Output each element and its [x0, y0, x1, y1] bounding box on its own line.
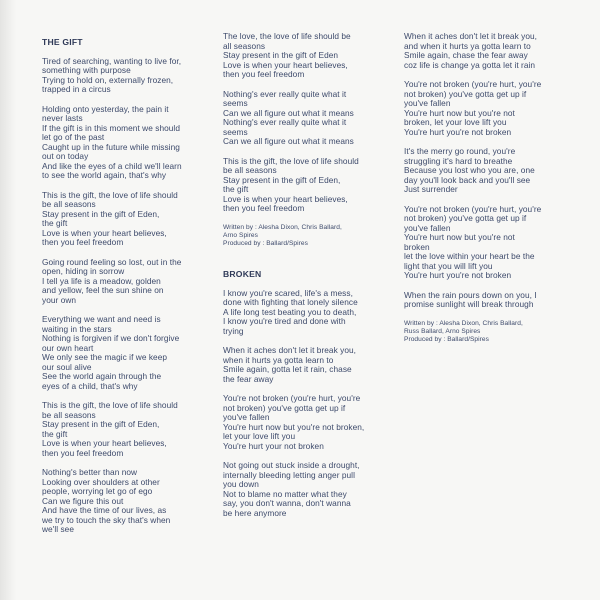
lyric-line: then you feel freedom — [42, 237, 124, 247]
lyric-line: I know you're tired and done with — [223, 316, 346, 327]
lyric-line: not broken) you've gotta get up if — [404, 88, 527, 99]
lyric-line: we try to touch the sky that's when — [42, 514, 171, 525]
lyric-line: Caught up in the future while missing — [42, 141, 180, 152]
lyric-line: Love is when your heart believes, — [223, 59, 348, 70]
lyric-line: Smile again, chase the fear away — [404, 50, 528, 60]
lyric-line: eyes of a child, that's why — [42, 380, 138, 391]
lyric-line: you've fallen — [404, 222, 451, 233]
lyric-line: It's the merry go round, you're — [404, 146, 516, 156]
lyric-line: You're not broken (you're hurt, you're — [404, 79, 542, 89]
page-binding-shadow — [0, 0, 16, 600]
lyric-line: You're hurt you're not broken — [404, 126, 512, 137]
the-gift-stanzas-continued — [223, 32, 364, 214]
lyric-line: open, hiding in sorrow — [42, 266, 125, 276]
lyric-line: We only see the magic if we keep — [42, 352, 168, 362]
lyric-line: Going round feeling so lost, out in the — [42, 256, 182, 267]
lyric-line: light that you will lift you — [404, 260, 493, 271]
lyric-line: to see the world again, that's why — [42, 170, 167, 180]
lyric-line: when it hurts ya gotta learn to — [223, 354, 334, 365]
credit-line: Produced by : Ballard/Spires — [404, 336, 489, 344]
lyrics-column-3 — [404, 32, 541, 366]
lyric-line: you down — [223, 479, 259, 490]
broken-credits — [404, 320, 541, 345]
broken-stanza — [404, 291, 541, 310]
lyric-line: When it aches don't let it break you, — [404, 31, 538, 41]
credit-line: Written by : Alesha Dixon, Chris Ballard, — [404, 319, 523, 327]
lyric-line: something with purpose — [42, 65, 131, 75]
the-gift-stanza — [223, 90, 364, 147]
lyric-line: seems — [223, 126, 248, 137]
lyric-line: not broken) you've gotta get up if — [404, 213, 527, 223]
the-gift-stanza — [42, 191, 182, 248]
lyric-line: The love, the love of life should be — [223, 31, 351, 41]
lyric-line: You're not broken (you're hurt, you're — [223, 393, 361, 404]
lyric-line: be all seasons — [223, 165, 277, 175]
broken-stanza — [223, 346, 364, 384]
lyrics-column-1 — [42, 30, 182, 545]
lyric-line: This is the gift, the love of life should — [42, 189, 178, 200]
lyric-line: And like the eyes of a child we'll learn — [42, 160, 182, 171]
lyric-line: promise sunlight will break through — [404, 299, 534, 309]
lyric-line: Stay present in the gift of Eden, — [223, 174, 341, 185]
lyric-line: our own heart — [42, 342, 94, 353]
lyric-line: Stay present in the gift of Eden, — [42, 419, 160, 429]
song-title-broken: BROKEN — [223, 269, 262, 280]
credit-line: Produced by : Ballard/Spires — [223, 240, 308, 248]
lyric-line: And have the time of our lives, as — [42, 505, 167, 515]
lyric-line: coz life is change ya gotta let it rain — [404, 59, 536, 70]
broken-stanza — [223, 461, 364, 518]
lyric-line: Can we figure this out — [42, 495, 124, 506]
lyric-line: never lasts — [42, 113, 83, 123]
lyric-line: be all seasons — [42, 409, 96, 420]
lyric-line: then you feel freedom — [223, 69, 305, 79]
lyric-line: You're hurt you're not broken — [404, 270, 512, 280]
lyric-line: Love is when your heart believes, — [42, 227, 167, 238]
lyric-line: let go of the past — [42, 132, 105, 142]
lyric-line: Love is when your heart believes, — [42, 438, 167, 448]
broken-stanza — [223, 394, 364, 451]
lyric-line: You're hurt now but you're not broken, — [223, 421, 365, 432]
lyric-line: Just surrender — [404, 184, 458, 194]
lyric-line: Stay present in the gift of Eden — [223, 50, 339, 60]
lyric-line: Not going out stuck inside a drought, — [223, 460, 360, 471]
lyric-line: trapped in a circus — [42, 84, 111, 94]
broken-stanza — [404, 147, 541, 195]
lyric-line: the gift — [42, 428, 68, 439]
lyric-line: Tired of searching, wanting to live for, — [42, 55, 182, 66]
lyric-line: and yellow, feel the sun shine on — [42, 285, 164, 295]
broken-stanza — [223, 289, 364, 337]
lyric-line: broken, let your love lift you — [404, 117, 507, 127]
lyric-line: This is the gift, the love of life should — [42, 400, 178, 410]
lyric-line: Everything we want and need is — [42, 314, 161, 324]
lyric-line: struggling it's hard to breathe — [404, 155, 513, 166]
the-gift-stanza — [223, 157, 364, 214]
lyric-line: and when it hurts ya gotta learn to — [404, 40, 531, 51]
lyric-line: You're hurt now but you're not — [404, 232, 515, 242]
lyric-line: then you feel freedom — [42, 447, 124, 458]
the-gift-credits — [223, 224, 364, 249]
lyric-line: I tell ya life is a meadow, golden — [42, 275, 161, 286]
lyrics-column-2 — [223, 32, 364, 528]
broken-stanzas-continued — [404, 32, 541, 310]
the-gift-stanza — [42, 315, 182, 391]
lyric-line: This is the gift, the love of life should — [223, 155, 359, 166]
broken-stanza — [404, 80, 541, 137]
broken-stanza — [404, 205, 541, 281]
lyric-line: Because you lost who you are, one — [404, 165, 535, 175]
lyric-line: your own — [42, 294, 77, 305]
credit-line: Arno Spires — [223, 231, 258, 239]
lyric-line: be here anymore — [223, 507, 287, 518]
lyric-line: Can we all figure out what it means — [223, 136, 354, 146]
lyric-line: the fear away — [223, 373, 274, 384]
lyric-line: the gift — [42, 218, 68, 228]
lyric-line: done with fighting that lonely silence — [223, 297, 358, 308]
lyric-line: trying — [223, 325, 244, 336]
lyric-line: You're not broken (you're hurt, you're — [404, 203, 542, 214]
lyric-line: let the love within your heart be the — [404, 251, 535, 261]
lyric-line: Nothing's ever really quite what it — [223, 88, 347, 99]
lyric-line: Not to blame no matter what they — [223, 488, 347, 499]
lyric-line: say, you don't wanna, don't wanna — [223, 498, 351, 509]
lyric-line: be all seasons — [42, 199, 96, 209]
lyric-line: our soul alive — [42, 361, 92, 372]
lyric-line: broken — [404, 241, 430, 252]
lyric-line: Holding onto yesterday, the pain it — [42, 103, 169, 114]
lyric-line: you've fallen — [404, 98, 451, 108]
broken-stanzas — [223, 289, 364, 519]
lyric-line: day you'll look back and you'll see — [404, 174, 531, 185]
lyric-line: people, worrying let go of ego — [42, 486, 153, 496]
lyric-line: See the world again through the — [42, 371, 162, 381]
lyric-line: Can we all figure out what it means — [223, 107, 354, 118]
lyric-line: Love is when your heart believes, — [223, 193, 348, 204]
lyric-line: not broken) you've gotta get up if — [223, 402, 346, 413]
credit-line: Russ Ballard, Arno Spires — [404, 327, 481, 335]
the-gift-stanza — [223, 32, 364, 80]
lyric-line: When it aches don't let it break you, — [223, 345, 357, 356]
lyric-line: You're hurt now but you're not — [404, 107, 515, 118]
the-gift-stanzas — [42, 57, 182, 535]
lyric-line: When the rain pours down on you, I — [404, 289, 537, 300]
lyric-line: Trying to hold on, externally frozen, — [42, 74, 174, 85]
lyric-line: the gift — [223, 184, 249, 194]
lyric-line: internally bleeding letting anger pull — [223, 469, 355, 480]
lyric-line: A life long test beating you to death, — [223, 306, 357, 317]
lyric-line: then you feel freedom — [223, 203, 305, 213]
lyric-line: You're hurt your not broken — [223, 440, 324, 451]
the-gift-stanza — [42, 468, 182, 535]
lyric-line: Stay present in the gift of Eden, — [42, 208, 160, 219]
lyric-line: all seasons — [223, 40, 266, 51]
the-gift-stanza — [42, 258, 182, 306]
broken-stanza — [404, 32, 541, 70]
lyric-line: waiting in the stars — [42, 323, 112, 334]
lyric-line: Nothing is forgiven if we don't forgive — [42, 333, 180, 343]
credit-line: Written by : Alesha Dixon, Chris Ballard, — [223, 223, 342, 231]
lyric-line: you've fallen — [223, 412, 270, 423]
lyric-line: out on today — [42, 151, 89, 161]
lyric-line: Nothing's better than now — [42, 467, 138, 477]
lyric-line: seems — [223, 98, 248, 108]
lyric-line: Looking over shoulders at other — [42, 476, 160, 487]
lyric-line: we'll see — [42, 524, 75, 534]
lyric-line: I know you're scared, life's a mess, — [223, 287, 353, 298]
lyric-line: let your love lift you — [223, 431, 296, 442]
lyric-line: Nothing's ever really quite what it — [223, 117, 347, 127]
song-title-the-gift: THE GIFT — [42, 37, 83, 47]
lyric-line: If the gift is in this moment we should — [42, 122, 180, 133]
lyric-line: Smile again, gotta let it rain, chase — [223, 364, 352, 375]
the-gift-stanza — [42, 57, 182, 95]
the-gift-stanza — [42, 105, 182, 181]
the-gift-stanza — [42, 401, 182, 458]
